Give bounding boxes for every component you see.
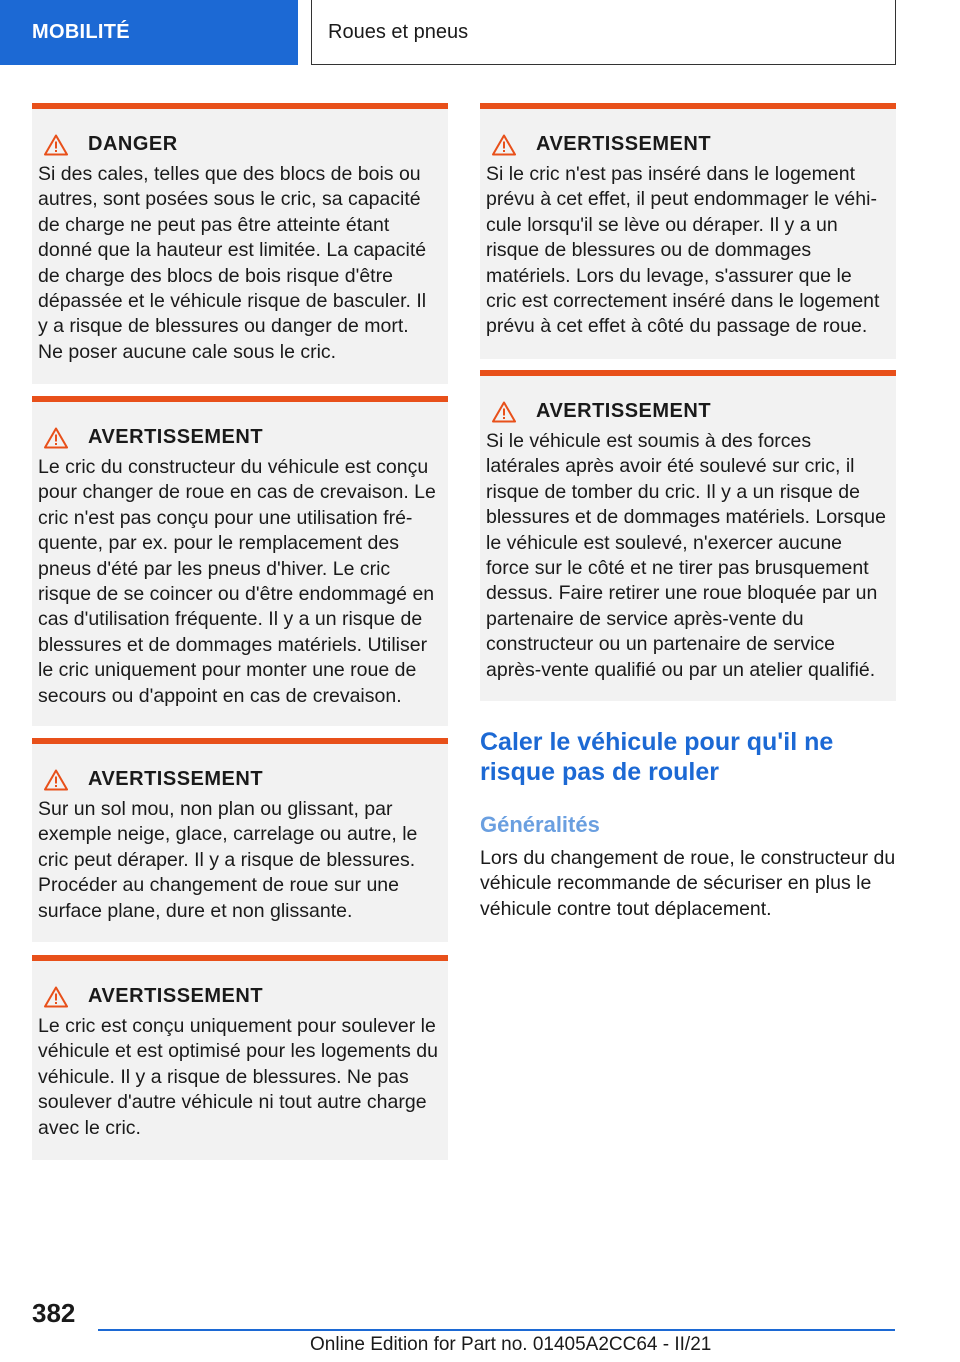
warning-title: AVERTISSEMENT bbox=[536, 133, 712, 155]
warning-triangle-icon bbox=[44, 427, 68, 449]
warning-triangle-icon bbox=[492, 134, 516, 156]
warning-box-soft-ground bbox=[32, 738, 448, 942]
warning-header bbox=[44, 426, 438, 449]
warning-text: Si des cales, telles que des blocs de bois ou autres, sont posées sous le cric, sa capacité de charge ne peut pas être atteinte étant donné que la hauteur est limitée. La capacité de charge des blocs de bois risque d'être dépassée et le véhicule risque de basculer. Il y a risque de blessures ou danger de mort. Ne poser aucune cale sous le cric. bbox=[38, 163, 427, 363]
warning-header bbox=[492, 400, 886, 423]
warning-box-lateral-forces bbox=[480, 370, 896, 701]
warning-text: Si le cric n'est pas inséré dans le logement prévu à cet effet, il peut endommager le véhicule lorsqu'il se lève ou déraper. Il y a un risque de blessures ou de dommages matériels. Lors du levage, s'assurer que le cric est correctement inséré dans le logement prévu à cet effet à côté du passage de roue. bbox=[486, 163, 880, 338]
warning-triangle-icon bbox=[492, 401, 516, 423]
warning-title: AVERTISSEMENT bbox=[88, 768, 264, 790]
warning-box-danger bbox=[32, 103, 448, 384]
warning-text: Sur un sol mou, non plan ou glissant, par exemple neige, glace, carrelage ou autre, le cric peut déraper. Il y a risque de blessures. Procéder au changement de roue sur une surface plane, dure et non glissante. bbox=[38, 798, 418, 922]
page-number: 382 bbox=[32, 1298, 76, 1328]
chapter-title: Roues et pneus bbox=[311, 0, 896, 65]
body-paragraph: Lors du changement de roue, le constructeur du véhicule recommande de sécuriser en plus le véhicule contre tout déplacement. bbox=[480, 847, 896, 920]
warning-box-lift-only bbox=[32, 955, 448, 1160]
warning-box-jack-position bbox=[480, 103, 896, 359]
warning-header bbox=[492, 133, 886, 156]
warning-triangle-icon bbox=[44, 134, 68, 156]
warning-triangle-icon bbox=[44, 986, 68, 1008]
footer-edition: Online Edition for Part no. 01405A2CC64 - II/21 bbox=[310, 1334, 712, 1355]
warning-text: Le cric du constructeur du véhicule est conçu pour changer de roue en cas de crevaison. Le cric n'est pas conçu pour une utilisation fréquente, par ex. pour le remplacement des pneus d'été par les pneus d'hiver. Le cric risque de se coincer ou d'être endommagé en cas d'utilisation fréquente. Il y a un risque de blessures et de dommages matériels. Utiliser le cric uniquement pour monter une roue de secours ou d'appoint en cas de crevaison. bbox=[38, 456, 436, 707]
warning-text: Si le véhicule est soumis à des forces latérales après avoir été soulevé sur cric, il risque de tomber du cric. Il y a un risque de blessures et de dommages matériels. Lorsque le véhicule est soulevé, n'exercer aucune force sur le côté et ne tirer pas brusquement dessus. Faire retirer une roue bloquée par un partenaire de service après-vente du constructeur ou un partenaire de service après-vente qualifié ou par un atelier qualifié. bbox=[486, 430, 886, 681]
warning-title: DANGER bbox=[88, 133, 178, 155]
warning-text: Le cric est conçu uniquement pour soulever le véhicule et est optimisé pour les logements du véhicule. Il y a risque de blessures. Ne pas soulever d'autre véhicule ni tout autre charge avec le cric. bbox=[38, 1015, 438, 1139]
footer-divider bbox=[98, 1329, 895, 1331]
section-tab: MOBILITÉ bbox=[0, 0, 298, 65]
warning-box-cric-usage bbox=[32, 396, 448, 726]
warning-triangle-icon bbox=[44, 769, 68, 791]
section-heading: Caler le véhicule pour qu'il ne risque pas de rouler bbox=[480, 728, 834, 786]
subsection-heading: Généralités bbox=[480, 812, 600, 837]
warning-title: AVERTISSEMENT bbox=[536, 400, 712, 422]
warning-title: AVERTISSEMENT bbox=[88, 985, 264, 1007]
warning-header bbox=[44, 768, 438, 791]
warning-header bbox=[44, 133, 438, 156]
warning-title: AVERTISSEMENT bbox=[88, 426, 264, 448]
warning-header bbox=[44, 985, 438, 1008]
